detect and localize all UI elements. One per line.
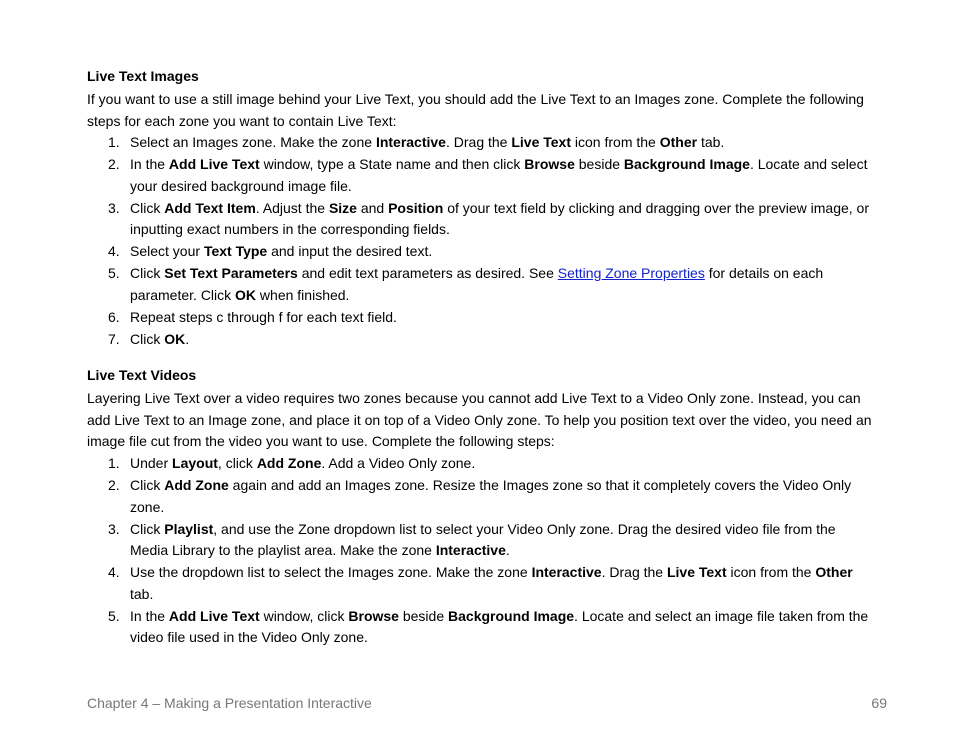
step-text: Click [130, 265, 165, 281]
list-item-number: 5. [108, 607, 120, 624]
step-text: and [356, 199, 389, 216]
step-text: , click [217, 455, 257, 471]
list-item [87, 307, 877, 329]
bold-ui-term: Browse [524, 156, 575, 172]
bold-ui-term: Position [388, 199, 444, 216]
step-text: Click [130, 330, 165, 347]
step-text: Click [130, 520, 165, 537]
section-intro-live-text-videos: Layering Live Text over a video requires two zones because you cannot add Live Text to a Video Only zone. Instead, you can add Live Text to an Image zone, and place it on top of a Video Only zone. To help you position text over the video, you need an image file cut from the video you want to use. Complete the following steps: [87, 390, 872, 449]
step-text: and input the desired text. [267, 243, 433, 259]
list-item [87, 241, 877, 263]
bold-ui-term: Live Text [666, 564, 727, 580]
step-text: Select your [130, 243, 204, 259]
bold-ui-term: Add Live Text [168, 156, 260, 172]
list-item-number: 1. [108, 455, 120, 471]
bold-ui-term: Add Text Item [164, 199, 256, 216]
step-text: Repeat steps c through f for each text field. [130, 308, 397, 325]
list-item-number: 3. [108, 199, 120, 216]
list-item [87, 154, 877, 197]
list-item-number: 4. [108, 564, 120, 580]
step-text: . [505, 542, 510, 558]
bold-ui-term: Background Image [623, 156, 750, 172]
bold-ui-term: Live Text [511, 134, 572, 150]
bold-ui-term: Add Zone [164, 477, 229, 493]
bold-ui-term: Text Type [203, 243, 268, 259]
step-text: window, click [259, 607, 349, 624]
step-text: again and add an Images zone. Resize the Images zone so that it completely covers the Video Only zone. [130, 477, 852, 515]
step-text: beside [574, 156, 624, 172]
step-text: Click [130, 199, 165, 216]
step-text: Use the dropdown list to select the Images zone. Make the zone [130, 564, 532, 580]
section-intro-live-text-images: If you want to use a still image behind your Live Text, you should add the Live Text to an Images zone. Complete the following steps for each zone you want to contain Live Text: [87, 91, 864, 129]
list-item-number: 5. [108, 265, 120, 281]
bold-ui-term: Interactive [531, 564, 602, 580]
step-text: . Add a Video Only zone. [321, 455, 476, 471]
bold-ui-term: Size [328, 199, 357, 216]
bold-ui-term: Layout [172, 455, 218, 471]
step-text: beside [398, 607, 449, 624]
bold-ui-term: Other [659, 134, 698, 150]
bold-ui-term: Interactive [435, 542, 506, 558]
list-item-number: 6. [108, 308, 120, 325]
step-text: icon from the [726, 564, 816, 580]
steps-list-live-text-videos [87, 453, 877, 649]
steps-list-live-text-images [87, 132, 877, 351]
step-text: Select an Images zone. Make the zone [130, 134, 376, 150]
step-text: tab. [130, 585, 154, 602]
list-item-number: 4. [108, 243, 120, 259]
step-text: , and use the Zone dropdown list to select your Video Only zone. Drag the desired video file from the Media Library to the playlist area. Make the zone [130, 520, 836, 558]
step-text: . Locate and select your desired background image file. [130, 156, 868, 194]
step-text: tab. [697, 134, 725, 150]
section-heading-live-text-images: Live Text Images [87, 68, 199, 84]
step-text: and edit text parameters as desired. See [297, 265, 558, 281]
step-text: Click [130, 477, 165, 493]
step-text: icon from the [571, 134, 660, 150]
bold-ui-term: Interactive [375, 134, 446, 150]
list-item [87, 329, 877, 351]
step-text: of your text field by clicking and dragging over the preview image, or inputting exact numbers in the corresponding fields. [130, 199, 869, 237]
list-item [87, 606, 877, 649]
list-item [87, 198, 877, 241]
bold-ui-term: Other [815, 564, 853, 580]
step-text: Under [130, 455, 173, 471]
section-heading-live-text-videos: Live Text Videos [87, 367, 197, 383]
bold-ui-term: OK [235, 286, 257, 303]
step-text: window, type a State name and then click [259, 156, 525, 172]
list-item [87, 263, 877, 306]
bold-ui-term: Set Text Parameters [164, 265, 298, 281]
bold-ui-term: Playlist [164, 520, 214, 537]
list-item-number: 3. [108, 520, 120, 537]
footer-page-number: 69 [871, 695, 887, 711]
list-item [87, 519, 877, 562]
setting-zone-properties-link[interactable]: Setting Zone Properties [557, 265, 705, 281]
list-item [87, 562, 877, 605]
list-item-number: 2. [108, 156, 120, 172]
list-item-number: 2. [108, 477, 120, 493]
step-text: . Locate and select an image file taken from the video file used in the Video Only zone. [130, 607, 869, 645]
list-item [87, 475, 877, 518]
list-item-number: 7. [108, 330, 120, 347]
bold-ui-term: Browse [348, 607, 399, 624]
step-text: when finished. [256, 286, 350, 303]
step-text: In the [130, 156, 169, 172]
footer-chapter-title: Chapter 4 – Making a Presentation Interactive [87, 695, 372, 711]
bold-ui-term: Add Zone [256, 455, 322, 471]
step-text: . Drag the [601, 564, 667, 580]
bold-ui-term: Background Image [448, 607, 575, 624]
bold-ui-term: Add Live Text [168, 607, 260, 624]
step-text: In the [130, 607, 169, 624]
list-item [87, 453, 877, 475]
bold-ui-term: OK [164, 330, 186, 347]
step-text: for details on each parameter. Click [130, 265, 824, 303]
step-text: . Drag the [445, 134, 512, 150]
step-text: . [185, 330, 190, 347]
list-item-number: 1. [108, 134, 120, 150]
step-text: . Adjust the [255, 199, 329, 216]
list-item [87, 132, 877, 154]
